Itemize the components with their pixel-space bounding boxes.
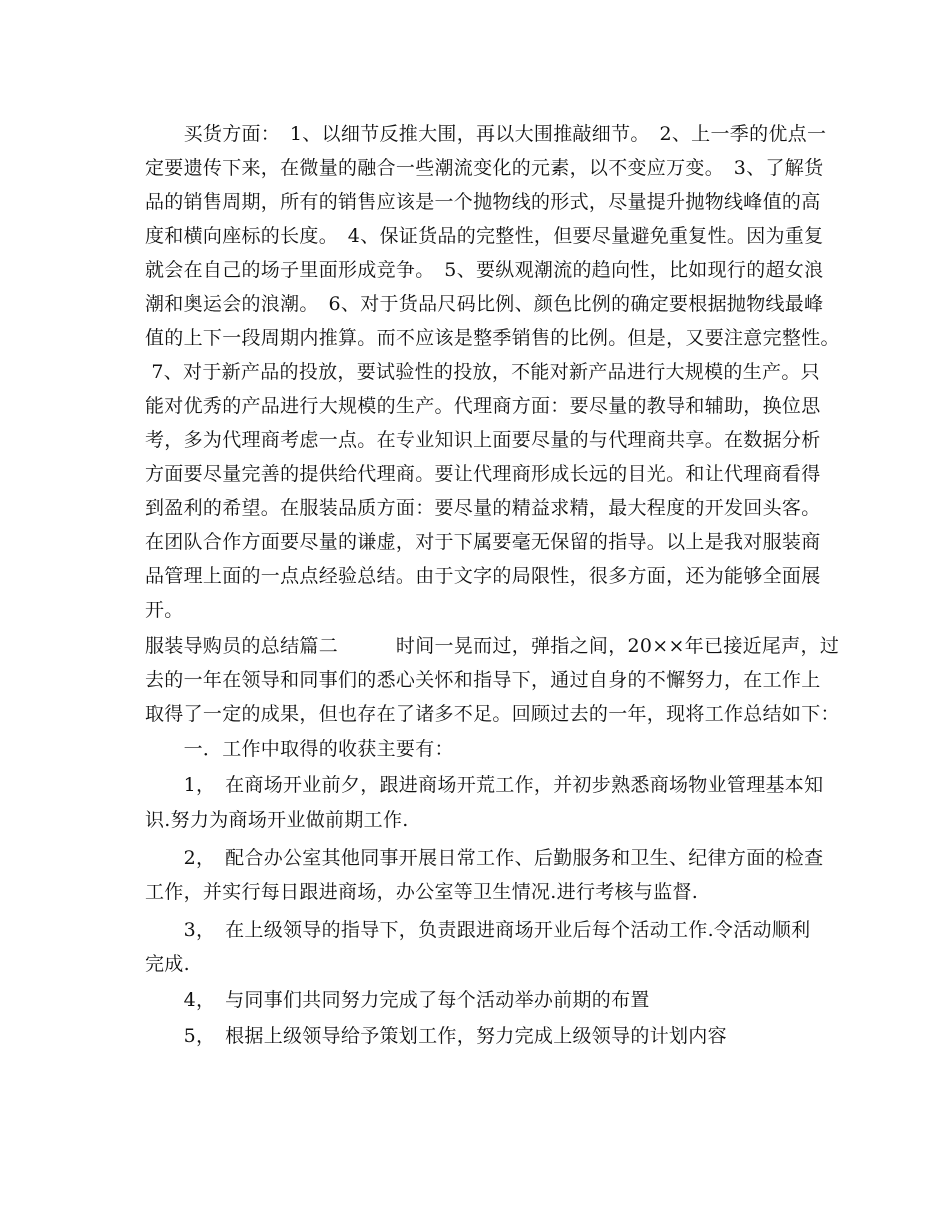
text-line: 度和横向座标的长度。 4、保证货品的完整性，但要尽量避免重复性。因为重复 (145, 225, 824, 247)
text-line: 开。 (145, 599, 184, 621)
text-line: 工作，并实行每日跟进商场，办公室等卫生情况.进行考核与监督. (145, 881, 699, 903)
text-line: 能对优秀的产品进行大规模的生产。代理商方面：要尽量的教导和辅助，换位思 (145, 395, 821, 417)
text-line: 潮和奥运会的浪潮。 6、对于货品尺码比例、颜色比例的确定要根据抛物线最峰 (145, 293, 824, 315)
text-line: 5， 根据上级领导给予策划工作，努力完成上级领导的计划内容 (145, 1025, 727, 1047)
text-line: 3， 在上级领导的指导下，负责跟进商场开业后每个活动工作.令活动顺利 (145, 919, 811, 941)
text-line: 就会在自己的场子里面形成竞争。 5、要纵观潮流的趋向性，比如现行的超女浪 (145, 259, 824, 281)
text-line: 1， 在商场开业前夕，跟进商场开荒工作，并初步熟悉商场物业管理基本知 (145, 774, 824, 796)
text-line: 买货方面： 1、以细节反推大围，再以大围推敲细节。 2、上一季的优点一 (145, 123, 827, 145)
text-line: 完成. (145, 953, 190, 975)
text-line: 品的销售周期，所有的销售应该是一个抛物线的形式，尽量提升抛物线峰值的高 (145, 191, 821, 213)
text-line: 取得了一定的成果，但也存在了诸多不足。回顾过去的一年，现将工作总结如下： (145, 703, 840, 725)
text-line: 到盈利的希望。在服装品质方面：要尽量的精益求精，最大程度的开发回头客。 (145, 497, 821, 519)
text-line: 4， 与同事们共同努力完成了每个活动举办前期的布置 (145, 989, 650, 1011)
text-line: 考，多为代理商考虑一点。在专业知识上面要尽量的与代理商共享。在数据分析 (145, 429, 821, 451)
text-line: 7、对于新产品的投放，要试验性的投放，不能对新产品进行大规模的生产。只 (145, 361, 820, 383)
text-line: 值的上下一段周期内推算。而不应该是整季销售的比例。但是，又要注意完整性。 (145, 327, 840, 349)
text-line: 识.努力为商场开业做前期工作. (145, 809, 409, 831)
section-heading-line: 服装导购员的总结篇二 时间一晃而过，弹指之间，20××年已接近尾声，过 (145, 635, 840, 657)
text-line: 一．工作中取得的收获主要有： (145, 738, 454, 760)
text-line: 去的一年在领导和同事们的悉心关怀和指导下，通过自身的不懈努力，在工作上 (145, 669, 821, 691)
text-line: 品管理上面的一点点经验总结。由于文字的局限性，很多方面，还为能够全面展 (145, 565, 821, 587)
text-line: 定要遗传下来，在微量的融合一些潮流变化的元素，以不变应万变。 3、了解货 (145, 157, 824, 179)
text-line: 2， 配合办公室其他同事开展日常工作、后勤服务和卫生、纪律方面的检查 (145, 847, 824, 869)
text-line: 在团队合作方面要尽量的谦虚，对于下属要毫无保留的指导。以上是我对服装商 (145, 531, 821, 553)
text-line: 方面要尽量完善的提供给代理商。要让代理商形成长远的目光。和让代理商看得 (145, 463, 821, 485)
